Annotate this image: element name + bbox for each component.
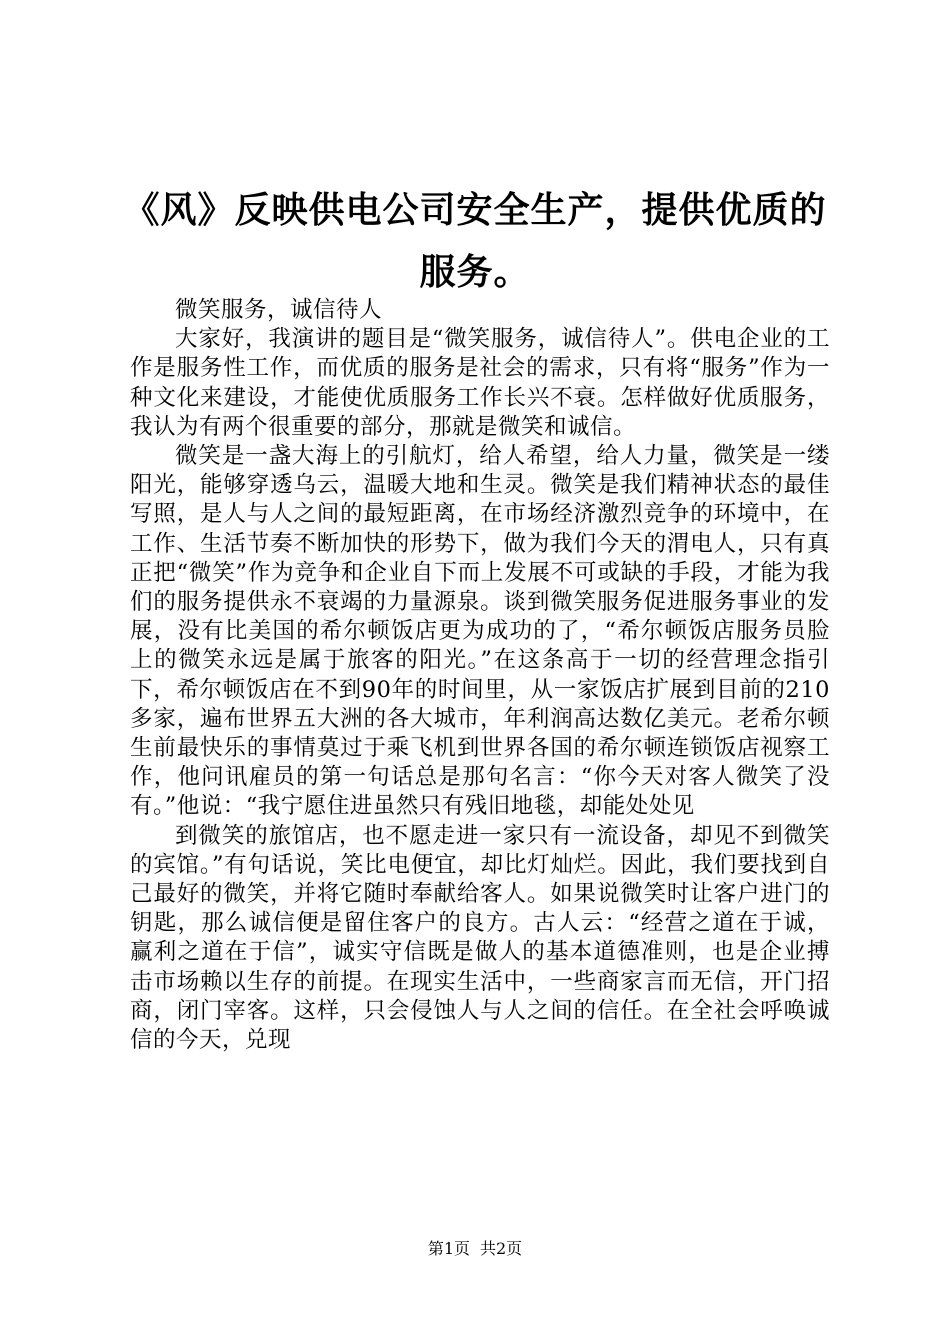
body-paragraph: 微笑是一盏大海上的引航灯，给人希望，给人力量，微笑是一缕阳光，能够穿透乌云，温暖大地和生灵。微笑是我们精神状态的最佳写照，是人与人之间的最短距离，在市场经济激烈竞争的环境中，在工作、生活节奏不断加快的形势下，做为我们今天的渭电人，只有真正把“微笑”作为竞争和企业自下而上发展不可或缺的手段，才能为我们的服务提供永不衰竭的力量源泉。谈到微笑服务促进服务事业的发展，没有比美国的希尔顿饭店更为成功的了，“希尔顿饭店服务员脸上的微笑永远是属于旅客的阳光。”在这条高于一切的经营理念指引下，希尔顿饭店在不到90年的时间里，从一家饭店扩展到目前的210多家，遍布世界五大洲的各大城市，年利润高达数亿美元。老希尔顿生前最快乐的事情莫过于乘飞机到世界各国的希尔顿连锁饭店视察工作，他问讯雇员的第一句话总是那句名言：“你今天对客人微笑了没有。”他说：“我宁愿住进虽然只有残旧地毯，却能处处见: [130, 443, 830, 820]
page-number: 第1页: [427, 1239, 470, 1258]
page-footer: [0, 1238, 950, 1260]
subtitle-paragraph: 微笑服务，诚信待人: [175, 297, 383, 323]
page-total: 共2页: [480, 1239, 523, 1258]
document-body: [130, 296, 830, 1055]
document-title: 《风》反映供电公司安全生产，提供优质的服务。: [123, 190, 827, 293]
body-paragraph: 到微笑的旅馆店，也不愿走进一家只有一流设备，却见不到微笑的宾馆。”有句话说，笑比电便宜，却比灯灿烂。因此，我们要找到自己最好的微笑，并将它随时奉献给客人。如果说微笑时让客户进门的钥匙，那么诚信便是留住客户的良方。古人云：“经营之道在于诚，赢利之道在于信”，诚实守信既是做人的基本道德准则，也是企业搏击市场赖以生存的前提。在现实生活中，一些商家言而无信，开门招商，闭门宰客。这样，只会侵蚀人与人之间的信任。在全社会呼唤诚信的今天，兑现: [130, 822, 830, 1054]
body-paragraph: 大家好，我演讲的题目是“微笑服务，诚信待人”。供电企业的工作是服务性工作，而优质的服务是社会的需求，只有将“服务”作为一种文化来建设，才能使优质服务工作长兴不衰。怎样做好优质服务，我认为有两个很重要的部分，那就是微笑和诚信。: [130, 326, 830, 440]
